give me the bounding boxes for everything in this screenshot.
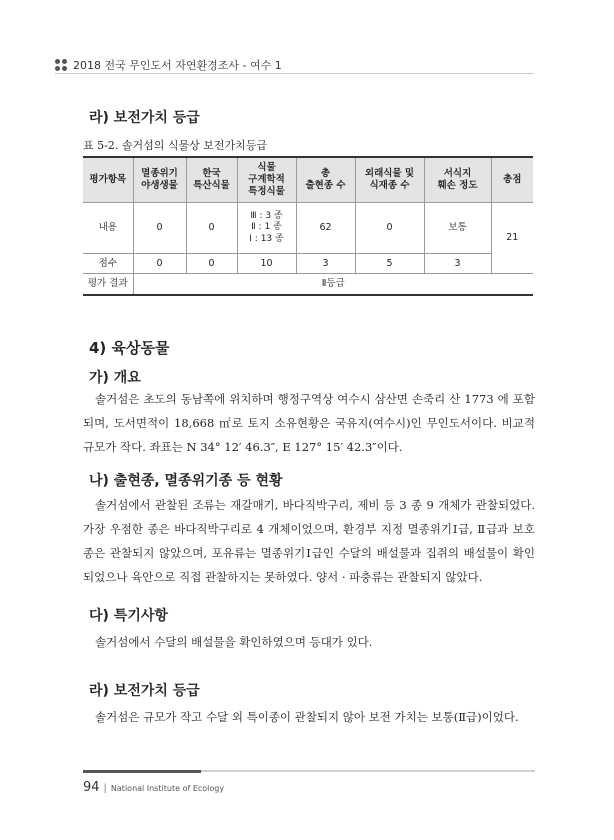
header-cell: 총점 — [491, 157, 533, 203]
row-label: 평가 결과 — [83, 274, 133, 296]
table-row — [83, 203, 533, 254]
table-cell: 0 — [133, 203, 186, 254]
footer-rule-accent — [83, 770, 201, 773]
running-header — [55, 57, 282, 73]
conservation-grade-paragraph — [83, 705, 535, 729]
page-footer — [83, 780, 224, 795]
table-header-row — [83, 157, 533, 203]
table-cell: 0 — [186, 254, 237, 274]
conservation-table — [83, 156, 533, 296]
subheading-species: 나) 출현종, 멸종위기종 등 현황 — [89, 473, 283, 489]
species-paragraph — [83, 493, 535, 589]
row-label: 내용 — [83, 203, 133, 254]
section-heading-conservation: 라) 보전가치 등급 — [89, 110, 200, 126]
subheading-notes: 다) 특기사항 — [89, 608, 168, 624]
header-cell: 식물 구계학적 특정식물 — [237, 157, 296, 203]
subheading-conservation-grade: 라) 보전가치 등급 — [89, 683, 200, 699]
header-cell: 멸종위기 야생생물 — [133, 157, 186, 203]
table-cell: Ⅲ : 3 종 Ⅱ : 1 종 Ⅰ : 13 종 — [237, 203, 296, 254]
header-cell: 총 출현종 수 — [296, 157, 355, 203]
total-score-cell: 21 — [491, 203, 533, 274]
header-cell: 한국 특산식물 — [186, 157, 237, 203]
table-cell: 3 — [296, 254, 355, 274]
footer-organization: National Institute of Ecology — [110, 784, 225, 793]
table-caption: 표 5-2. 솔거섬의 식물상 보전가치등급 — [83, 139, 267, 152]
overview-paragraph — [83, 387, 535, 459]
table-cell: 62 — [296, 203, 355, 254]
page-number: 94 — [83, 780, 100, 795]
table-cell: 10 — [237, 254, 296, 274]
paragraph-text: 솔거섬에서 관찰된 조류는 재갈매기, 바다직박구리, 제비 등 3 종 9 개체가 관찰되었다. 가장 우점한 종은 바다직박구리로 4 개체이었으며, 환경부 지정 멸종위기Ⅰ급, Ⅱ급과 보호종은 관찰되지 않았으며, 포유류는 멸종위기Ⅰ급인 수달의 배설물과 집쥐의 배설물이 확인되었으나 육안으로 직접 관찰하지는 못하였다. 양서 · 파충류는 관찰되지 않았다. — [83, 498, 535, 584]
table-cell: 0 — [186, 203, 237, 254]
footer-separator: | — [103, 783, 107, 794]
table-cell: 0 — [355, 203, 424, 254]
section-heading-animals: 4) 육상동물 — [89, 339, 170, 357]
table-cell: 보통 — [424, 203, 491, 254]
result-cell: Ⅱ등급 — [133, 274, 533, 296]
table-cell: 5 — [355, 254, 424, 274]
header-title: 2018 전국 무인도서 자연환경조사 - 여수 1 — [73, 59, 282, 72]
table-cell: 3 — [424, 254, 491, 274]
paragraph-text: 솔거섬은 초도의 동남쪽에 위치하며 행정구역상 여수시 삼산면 손죽리 산 1773 에 포함되며, 도서면적이 18,668 ㎡로 토지 소유현황은 국유지(여수시)인 무인도서이다. 비교적 규모가 작다. 좌표는 N 34° 12′ 46.3″, E 127° 15′ 42.3″이다. — [83, 392, 535, 454]
header-rule — [55, 73, 534, 74]
paragraph-text: 솔거섬에서 수달의 배설물을 확인하였으며 등대가 있다. — [95, 635, 373, 649]
table-cell: 0 — [133, 254, 186, 274]
table-row — [83, 254, 533, 274]
notes-paragraph — [83, 630, 535, 654]
table-row — [83, 274, 533, 296]
header-dots-icon — [55, 59, 67, 71]
row-label: 점수 — [83, 254, 133, 274]
subheading-overview: 가) 개요 — [89, 370, 141, 386]
header-cell: 외래식물 및 식재종 수 — [355, 157, 424, 203]
header-cell: 서식지 훼손 정도 — [424, 157, 491, 203]
paragraph-text: 솔거섬은 규모가 작고 수달 외 특이종이 관찰되지 않아 보전 가치는 보통(Ⅱ급)이었다. — [95, 710, 519, 724]
header-cell: 평가항목 — [83, 157, 133, 203]
